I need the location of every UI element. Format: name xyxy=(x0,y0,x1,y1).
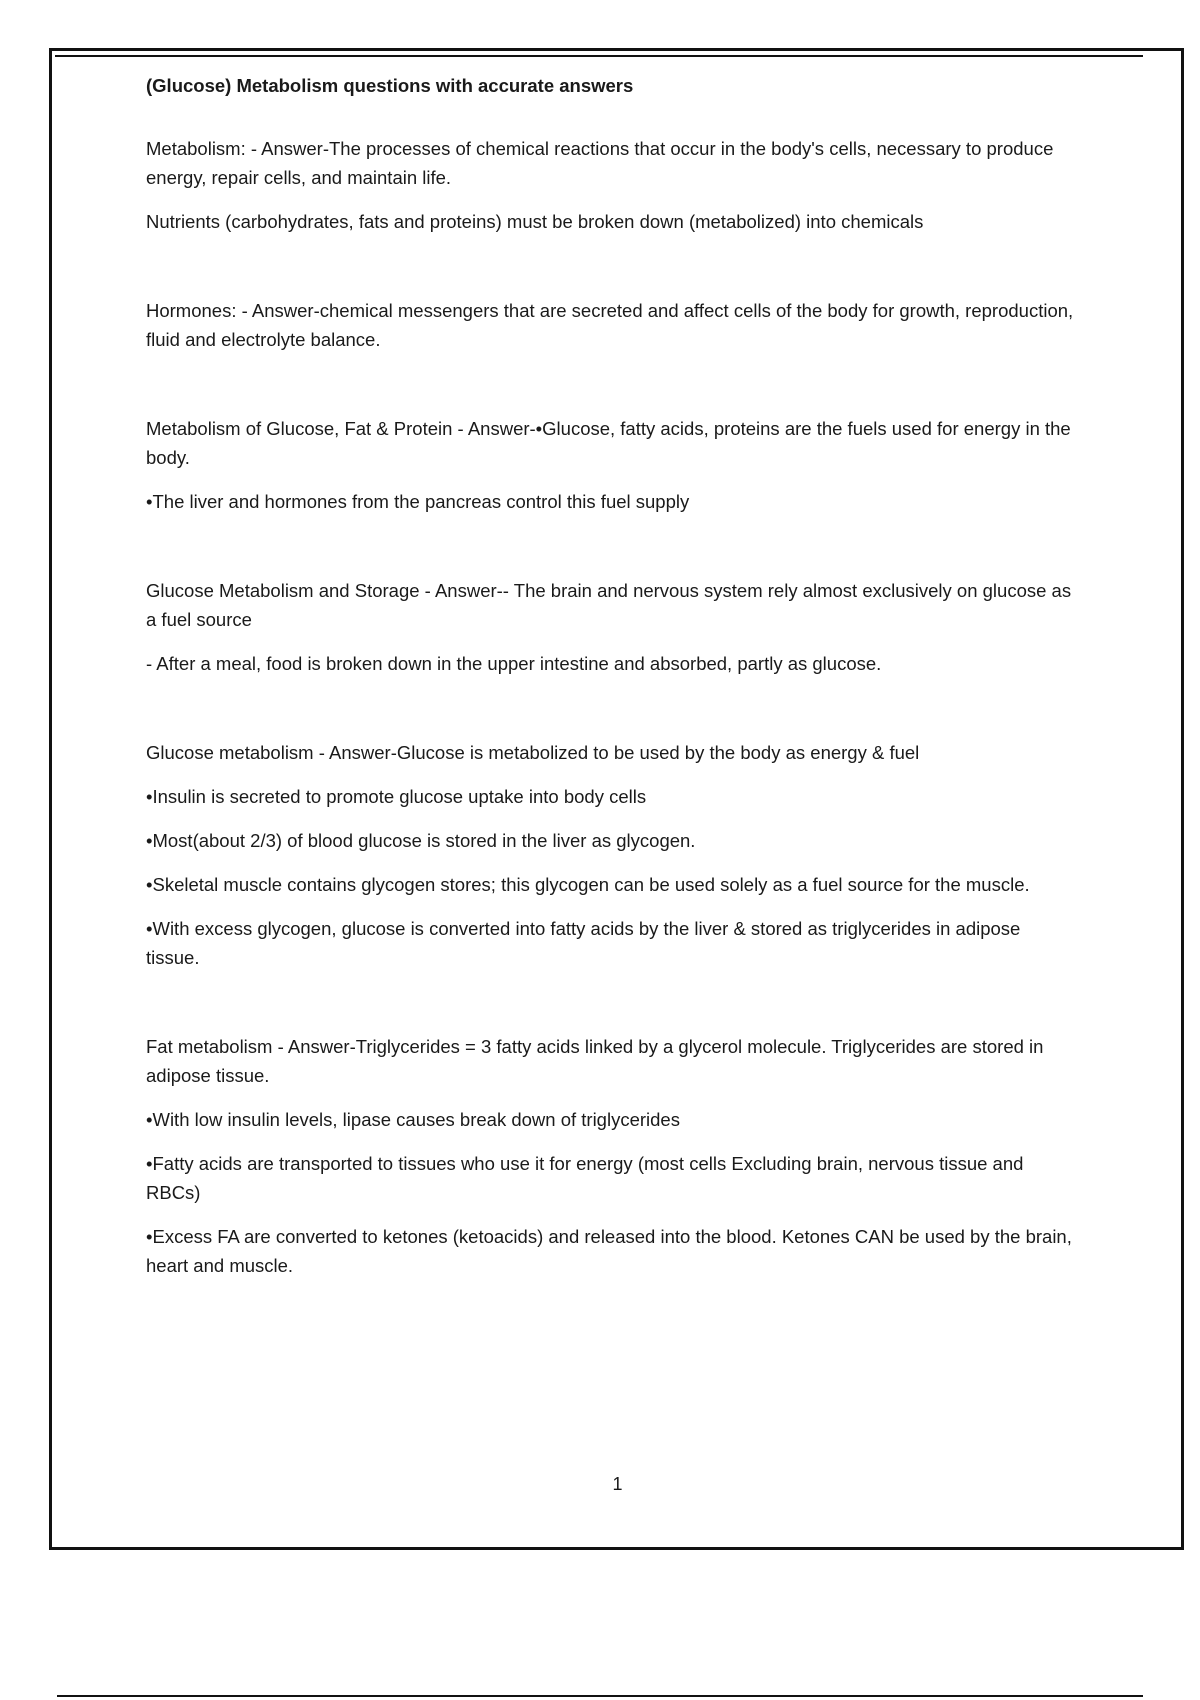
paragraph: Fat metabolism - Answer-Triglycerides = 3 fatty acids linked by a glycerol molecule. Triglycerides are stored in adipose tissue. xyxy=(146,1036,1044,1086)
top-rule xyxy=(55,55,1143,57)
paragraph: Glucose Metabolism and Storage - Answer-- The brain and nervous system rely almost exclusively on glucose as a fuel source xyxy=(146,580,1072,630)
paragraph: Metabolism: - Answer-The processes of chemical reactions that occur in the body's cells, necessary to produce energy, repair cells, and maintain life. xyxy=(146,138,1054,188)
paragraph: Metabolism of Glucose, Fat & Protein - Answer-•Glucose, fatty acids, proteins are the fuels used for energy in the body. xyxy=(146,418,1071,468)
paragraph: Nutrients (carbohydrates, fats and proteins) must be broken down (metabolized) into chemicals xyxy=(146,211,924,232)
paragraph: Glucose metabolism - Answer-Glucose is metabolized to be used by the body as energy & fuel xyxy=(146,742,920,763)
paragraph: •The liver and hormones from the pancreas control this fuel supply xyxy=(146,491,690,512)
document-body xyxy=(146,72,1076,1340)
paragraph: •Skeletal muscle contains glycogen stores; this glycogen can be used solely as a fuel source for the muscle. xyxy=(146,874,1030,895)
paragraph: Hormones: - Answer-chemical messengers that are secreted and affect cells of the body for growth, reproduction, fluid and electrolyte balance. xyxy=(146,300,1074,350)
paragraph: •With excess glycogen, glucose is converted into fatty acids by the liver & stored as triglycerides in adipose tissue. xyxy=(146,918,1021,968)
qa-block-glucose-metabolism xyxy=(146,738,1076,972)
document-title: (Glucose) Metabolism questions with accurate answers xyxy=(146,75,634,96)
bottom-rule xyxy=(57,1695,1143,1697)
qa-block-metabolism xyxy=(146,134,1076,236)
qa-block-glucose-storage xyxy=(146,576,1076,678)
qa-block-hormones xyxy=(146,296,1076,354)
paragraph: •With low insulin levels, lipase causes break down of triglycerides xyxy=(146,1109,680,1130)
paragraph: •Most(about 2/3) of blood glucose is stored in the liver as glycogen. xyxy=(146,830,696,851)
qa-block-fat-metabolism xyxy=(146,1032,1076,1280)
paragraph: - After a meal, food is broken down in the upper intestine and absorbed, partly as glucose. xyxy=(146,653,882,674)
qa-block-fuel-metabolism xyxy=(146,414,1076,516)
paragraph: •Fatty acids are transported to tissues who use it for energy (most cells Excluding brain, nervous tissue and RBCs) xyxy=(146,1153,1024,1203)
paragraph: •Excess FA are converted to ketones (ketoacids) and released into the blood. Ketones CAN be used by the brain, heart and muscle. xyxy=(146,1226,1072,1276)
paragraph: •Insulin is secreted to promote glucose uptake into body cells xyxy=(146,786,647,807)
page-number: 1 xyxy=(612,1474,623,1494)
